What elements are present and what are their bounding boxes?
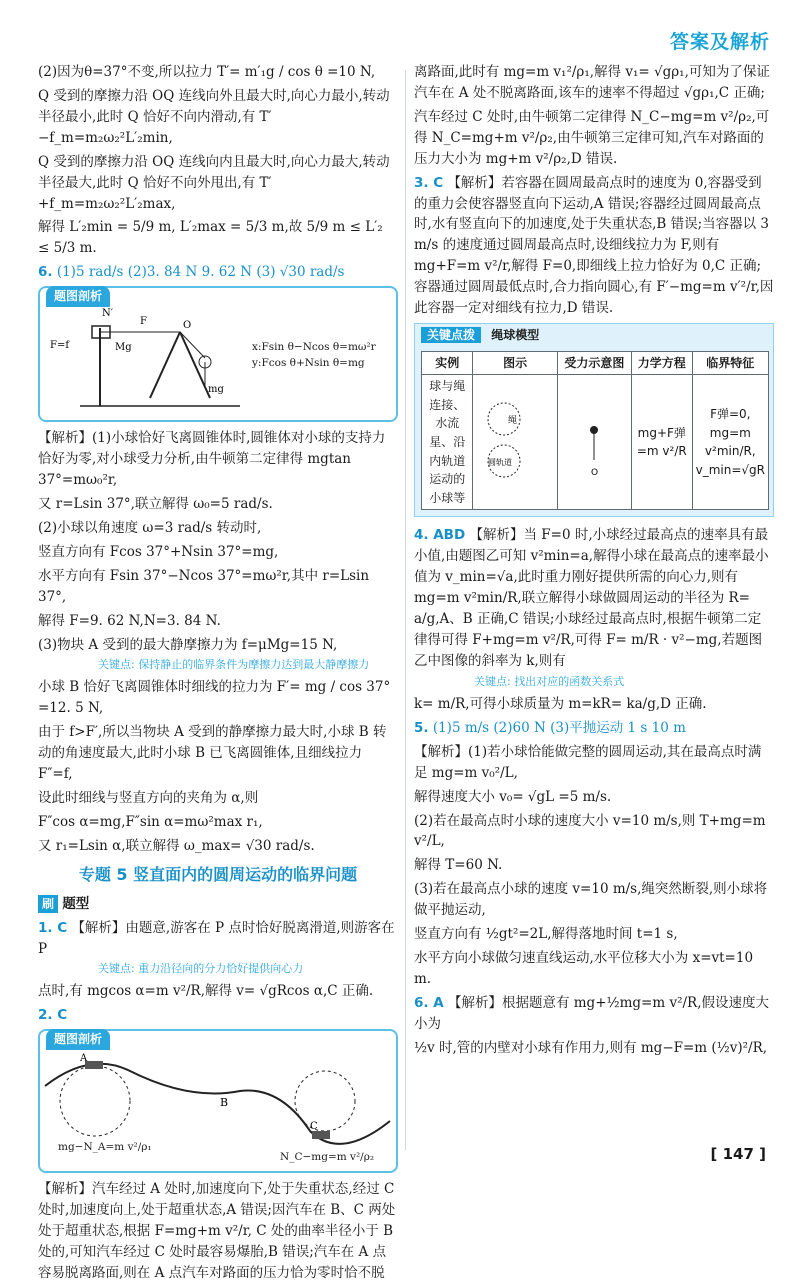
question-number: 6. A [414, 994, 444, 1011]
text-line: (3)若在最高点小球的速度 v=10 m/s,绳突然断裂,则小球将做平抛运动, [414, 881, 768, 919]
section-badge: 刷 [38, 895, 58, 914]
figure-tag: 题图剖析 [46, 1029, 110, 1050]
question-number: 4. ABD [414, 527, 466, 544]
text-line: ½v 时,管的内壁对小球有作用力,则有 mg−F=m (½v)²/R, [414, 1039, 768, 1056]
text-line: 又 r=Lsin 37°,联立解得 ω₀=5 rad/s. [38, 495, 273, 512]
page-number: [ 147 ] [710, 1144, 766, 1163]
text-line: 汽车经过 C 处时,由牛顿第二定律得 N_C−mg=m v²/ρ₂,可得 N_C=mg+m v²/ρ₂,由牛顿第三定律可知,汽车对路面的压力大小为 mg+m v²/ρ₂,D 错误. [414, 108, 770, 167]
column-divider [405, 70, 406, 1150]
svg-text:B: B [220, 1096, 229, 1110]
section-heading [38, 894, 398, 915]
key-point-note: 关键点: 找出对应的函数关系式 [474, 674, 625, 688]
question-4 [414, 525, 774, 671]
text-line: 点时,有 mgcos α=m v²/R,解得 v= √gRcos α,C 正确. [38, 983, 374, 1000]
svg-text:A: A [80, 1053, 88, 1065]
text-line: 小球 B 恰好飞离圆锥体时细线的拉力为 F′= mg / cos 37° =12. 5 N, [38, 679, 391, 717]
text-line: 解得 T=60 N. [414, 857, 503, 874]
equation-C: N_C−mg=m v²/ρ₂ [280, 1151, 375, 1164]
solution-text: 【解析】当 F=0 时,小球经过最高点的速率具有最小值,由题图乙可知 v²min=a,解得小球在最高点的速率最小值为 v_min=√a,此时重力刚好提供所需的向心力,则有 mg=m v²min/R,联立解得小球做圆周运动的半径为 R= a/g,A、B 正确,C 错误;小球经过最高点时,根据牛顿第二定律得可得 F+mg=m v²/R,可得 F= m/R · v²−mg,若题图乙中图像的斜率为 k,则有 [414, 527, 769, 669]
solution-text: 【解析】根据题意有 mg+½mg=m v²/R,假设速度大小为 [414, 994, 769, 1032]
question-5-answer [414, 718, 774, 739]
page-header [0, 0, 800, 58]
table-header: 实例 [422, 351, 473, 375]
solution-text: 【解析】由题意,游客在 P 点时恰好脱离滑道,则游客在 P [38, 919, 395, 957]
text-line: 竖直方向有 ½gt²=2L,解得落地时间 t=1 s, [414, 926, 678, 943]
text-line: 离路面,此时有 mg=m v₁²/ρ₁,解得 v₁= √gρ₁,可知为了保证汽车在 A 处不脱离路面,该车的速率不得超过 √gρ₁,C 正确; [414, 64, 770, 101]
table-cell: mg+F弹=m v²/R [632, 375, 693, 510]
answer-text: (1)5 m/s (2)60 N (3)平抛运动 1 s 10 m [432, 719, 686, 736]
svg-text:F: F [140, 316, 147, 328]
key-point-header [415, 324, 773, 347]
text-line: 水平方向有 Fsin 37°−Ncos 37°=mω²r,其中 r=Lsin 37°, [38, 567, 370, 605]
figure-label-track: 圆轨道 [488, 457, 513, 467]
question-1 [38, 918, 398, 960]
svg-text:F=f: F=f [50, 340, 70, 352]
key-point-title: 绳球模型 [491, 328, 540, 343]
text-line: 设此时细线与竖直方向的夹角为 α,则 [38, 790, 259, 807]
text-line: 解得 F=9. 62 N,N=3. 84 N. [38, 612, 221, 629]
text-line: 又 r₁=Lsin α,联立解得 ω_max= √30 rad/s. [38, 837, 315, 854]
question-3 [414, 173, 774, 319]
table-header: 临界特征 [692, 351, 768, 375]
question-number: 6. [38, 264, 53, 281]
table-cell-figure [473, 375, 557, 510]
page-number-value: 147 [722, 1144, 754, 1163]
equation-A: mg−N_A=m v²/ρ₁ [58, 1141, 152, 1154]
solution-text: 【解析】若容器在圆周最高点时的速度为 0,容器受到的重力会使容器竖直向下运动,A 错误;容器经过圆周最高点时,水有竖直向下的加速度,处于失重状态,B 错误;当容器以 3 m/s 的速度通过圆周最高点时,设细线拉力为 F,则有 mg+F=m v²/r,解得 F=0,即细线上拉力恰好为 0,C 正确;容器通过圆周最低点时,合力指向圆心,有 F′−mg=m v′²/r,因此容器一定对细线有拉力,D 错误. [414, 174, 774, 317]
text-line: 由于 f>F′,所以当物块 A 受到的静摩擦力最大时,小球 B 转动的角速度最大,此时小球 B 已飞离圆锥体,且细线拉力 F″=f, [38, 724, 387, 783]
svg-text:N′: N′ [102, 308, 114, 320]
text-line: 【解析】(1)若小球恰能做完整的圆周运动,其在最高点时满足 mg=m v₀²/L, [414, 743, 762, 781]
svg-text:O: O [183, 320, 192, 332]
question-number: 1. C [38, 919, 68, 936]
header-title: 答案及解析 [669, 31, 770, 53]
text-line: (2)因为θ=37°不变,所以拉力 T′= m′₁g / cos θ =10 N, [38, 64, 376, 80]
svg-text:C: C [310, 1121, 318, 1133]
text-line: Q 受到的摩擦力沿 OQ 连线向内且最大时,向心力最大,转动半径最大,此时 Q 恰好不向外甩出,有 T′+f_m=m₂ω₂²L′₂max, [38, 153, 390, 212]
text-line: (2)若在最高点时小球的速度大小 v=10 m/s,则 T+mg=m v²/L, [414, 812, 766, 850]
table-cell-critical [692, 375, 768, 510]
question-number: 2. C [38, 1007, 68, 1024]
key-point-note: 关键点: 保持静止的临界条件为摩擦力达到最大静摩擦力 [98, 658, 370, 672]
table-cell-forcefig [557, 375, 631, 510]
table-header: 力学方程 [632, 351, 693, 375]
question-number: 3. C [414, 174, 444, 191]
force-equation-x: x:Fsin θ−Ncos θ=mω²r [252, 341, 376, 354]
figure-label-rope: 绳 [508, 415, 518, 426]
critical-line: F弹=0, [710, 407, 751, 422]
section-label: 题型 [62, 895, 90, 912]
force-figure [564, 400, 624, 480]
text-line: 【解析】汽车经过 A 处时,加速度向下,处于失重状态,经过 C 处时,加速度向上,处于超重状态,A 错误;因汽车在 B、C 两处处于超重状态,根据 F=mg+m v²/r, C 处的曲率半径小于 B 处的,可知汽车经过 C 处时最容易爆胎,B 错误;汽车在 A 点容易脱离路面,则在 A 点汽车对路面的压力恰为零时恰不脱 [38, 1181, 396, 1281]
critical-line: v_min=√gR [695, 462, 765, 477]
text-line: 【解析】(1)小球恰好飞离圆锥体时,圆锥体对小球的支持力恰好为零,对小球受力分析,由牛顿第二定律得 mgtan 37°=mω₀²r, [38, 430, 386, 489]
model-figure [480, 395, 550, 485]
text-line: 解得速度大小 v₀= √gL =5 m/s. [414, 788, 612, 805]
key-point-tag: 关键点拨 [421, 327, 481, 343]
svg-text:mg: mg [208, 384, 224, 396]
key-point-box [414, 323, 774, 517]
force-equation-y: y:Fcos θ+Nsin θ=mg [252, 356, 365, 369]
svg-text:Mg: Mg [115, 342, 132, 354]
text-line: (3)物块 A 受到的最大静摩擦力为 f=μMg=15 N, [38, 636, 338, 653]
rope-ball-model-table [421, 351, 769, 511]
critical-line: mg=m v²min/R, [704, 425, 756, 459]
answer-text: (1)5 rad/s (2)3. 84 N 9. 62 N (3) √30 rad/s [56, 264, 345, 281]
text-line: 竖直方向有 Fcos 37°+Nsin 37°=mg, [38, 543, 279, 560]
table-cell: 球与绳连接、水流星、沿内轨道运动的小球等 [422, 375, 473, 510]
question-number: 5. [414, 719, 429, 736]
table-header: 图示 [473, 351, 557, 375]
figure-analysis-box-1 [38, 286, 398, 422]
left-column [38, 62, 398, 1281]
svg-text:O: O [591, 467, 599, 478]
table-header: 受力示意图 [557, 351, 631, 375]
question-6-answer [38, 262, 398, 283]
text-line: F″cos α=mg,F″sin α=mω²max r₁, [38, 814, 263, 831]
topic-title: 专题 5 竖直面内的圆周运动的临界问题 [78, 864, 358, 884]
question-6 [414, 993, 774, 1035]
right-column [414, 62, 774, 1138]
text-line: k= m/R,可得小球质量为 m=kR= ka/g,D 正确. [414, 695, 707, 712]
key-point-note: 关键点: 重力沿径向的分力恰好提供向心力 [98, 962, 304, 976]
text-line: (2)小球以角速度 ω=3 rad/s 转动时, [38, 519, 262, 536]
text-line: 解得 L′₂min = 5/9 m, L′₂max = 5/3 m,故 5/9 m ≤ L′₂ ≤ 5/3 m. [38, 219, 383, 257]
figure-tag: 题图剖析 [46, 286, 110, 307]
text-line: 水平方向小球做匀速直线运动,水平位移大小为 x=vt=10 m. [414, 950, 754, 987]
figure-analysis-box-2 [38, 1029, 398, 1173]
text-line: Q 受到的摩擦力沿 OQ 连线向外且最大时,向心力最小,转动半径最小,此时 Q 恰好不向内滑动,有 T′−f_m=m₂ω₂²L′₂min, [38, 87, 390, 146]
